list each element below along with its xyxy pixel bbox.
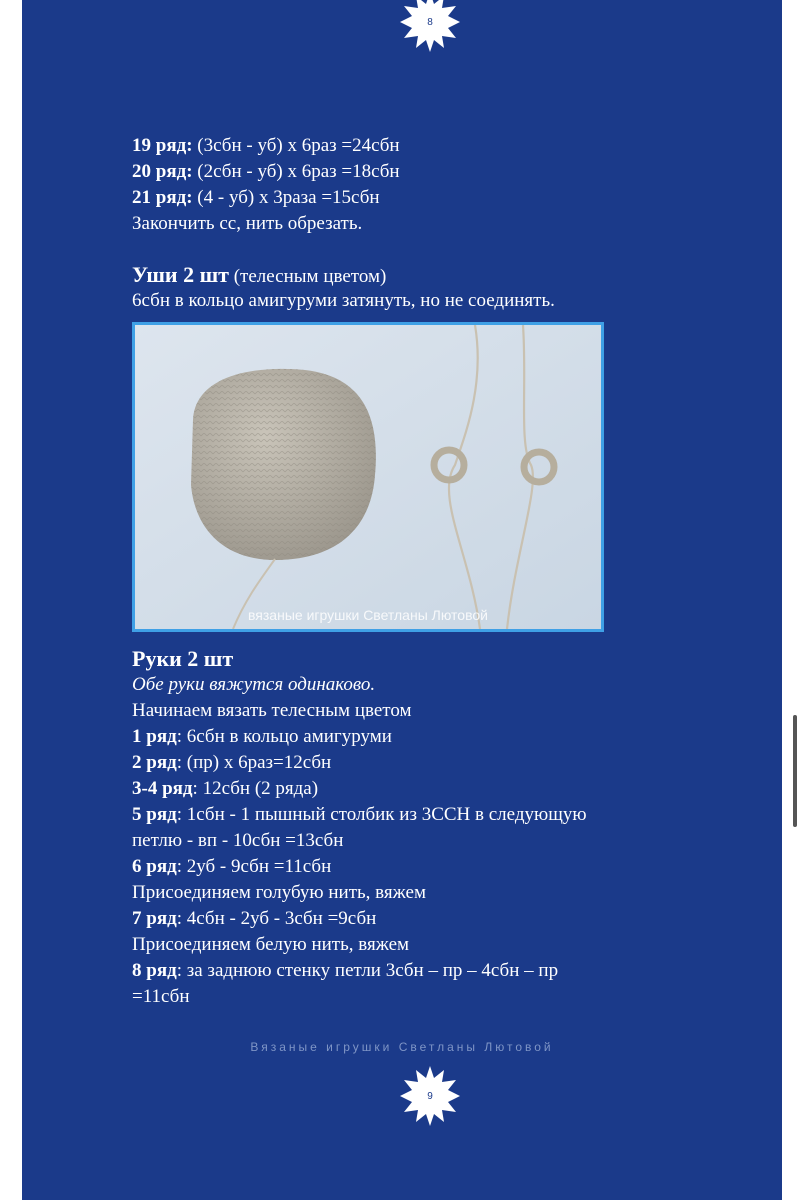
- arms-row-5: 5 ряд: 1сбн - 1 пышный столбик из 3ССН в следующую: [132, 804, 587, 825]
- row-21: 21 ряд: (4 - уб) х 3раза =15сбн: [132, 187, 380, 208]
- crochet-photo: [132, 322, 604, 632]
- ears-heading: [132, 262, 555, 288]
- arms-title: Руки 2 шт: [132, 646, 234, 671]
- arms-row-8-cont: =11сбн: [132, 986, 190, 1007]
- page-number-bottom: 9: [427, 1090, 433, 1102]
- ears-title: Уши 2 шт: [132, 262, 229, 287]
- ears-block: [132, 262, 555, 314]
- join-white: Присоединяем белую нить, вяжем: [132, 934, 410, 955]
- ears-subtitle: (телесным цветом): [228, 266, 387, 287]
- arms-start: Начинаем вязать телесным цветом: [132, 700, 412, 721]
- vertical-scrollbar[interactable]: [793, 715, 797, 827]
- crochet-head-and-ears-image: [135, 325, 601, 629]
- page-number-top: 8: [427, 16, 433, 28]
- row-19: 19 ряд: (3сбн - уб) х 6раз =24сбн: [132, 135, 400, 156]
- arms-row-8: 8 ряд: за заднюю стенку петли 3сбн – пр – 4сбн – пр: [132, 960, 559, 981]
- photo-watermark: вязаные игрушки Светланы Лютовой: [248, 607, 488, 623]
- finish-text: Закончить сс, нить обрезать.: [132, 213, 363, 234]
- arms-row-5-cont: петлю - вп - 10сбн =13сбн: [132, 830, 344, 851]
- arms-row-1: 1 ряд: 6сбн в кольцо амигуруми: [132, 726, 392, 747]
- arms-row-6: 6 ряд: 2уб - 9сбн =11сбн: [132, 856, 332, 877]
- arms-block: [132, 646, 587, 1010]
- footer-watermark: Вязаные игрушки Светланы Лютовой: [250, 1040, 554, 1054]
- ears-instruction: 6сбн в кольцо амигуруми затянуть, но не соединять.: [132, 290, 555, 311]
- row-20: 20 ряд: (2сбн - уб) х 6раз =18сбн: [132, 161, 400, 182]
- page-number-badge-bottom: [398, 1064, 462, 1128]
- head-rows-block: [132, 133, 400, 237]
- arms-note: Обе руки вяжутся одинаково.: [132, 674, 376, 695]
- page-number-badge-top: [398, 0, 462, 54]
- arms-row-7: 7 ряд: 4сбн - 2уб - 3сбн =9сбн: [132, 908, 377, 929]
- join-blue: Присоединяем голубую нить, вяжем: [132, 882, 426, 903]
- arms-row-2: 2 ряд: (пр) х 6раз=12сбн: [132, 752, 332, 773]
- arms-row-3-4: 3-4 ряд: 12сбн (2 ряда): [132, 778, 319, 799]
